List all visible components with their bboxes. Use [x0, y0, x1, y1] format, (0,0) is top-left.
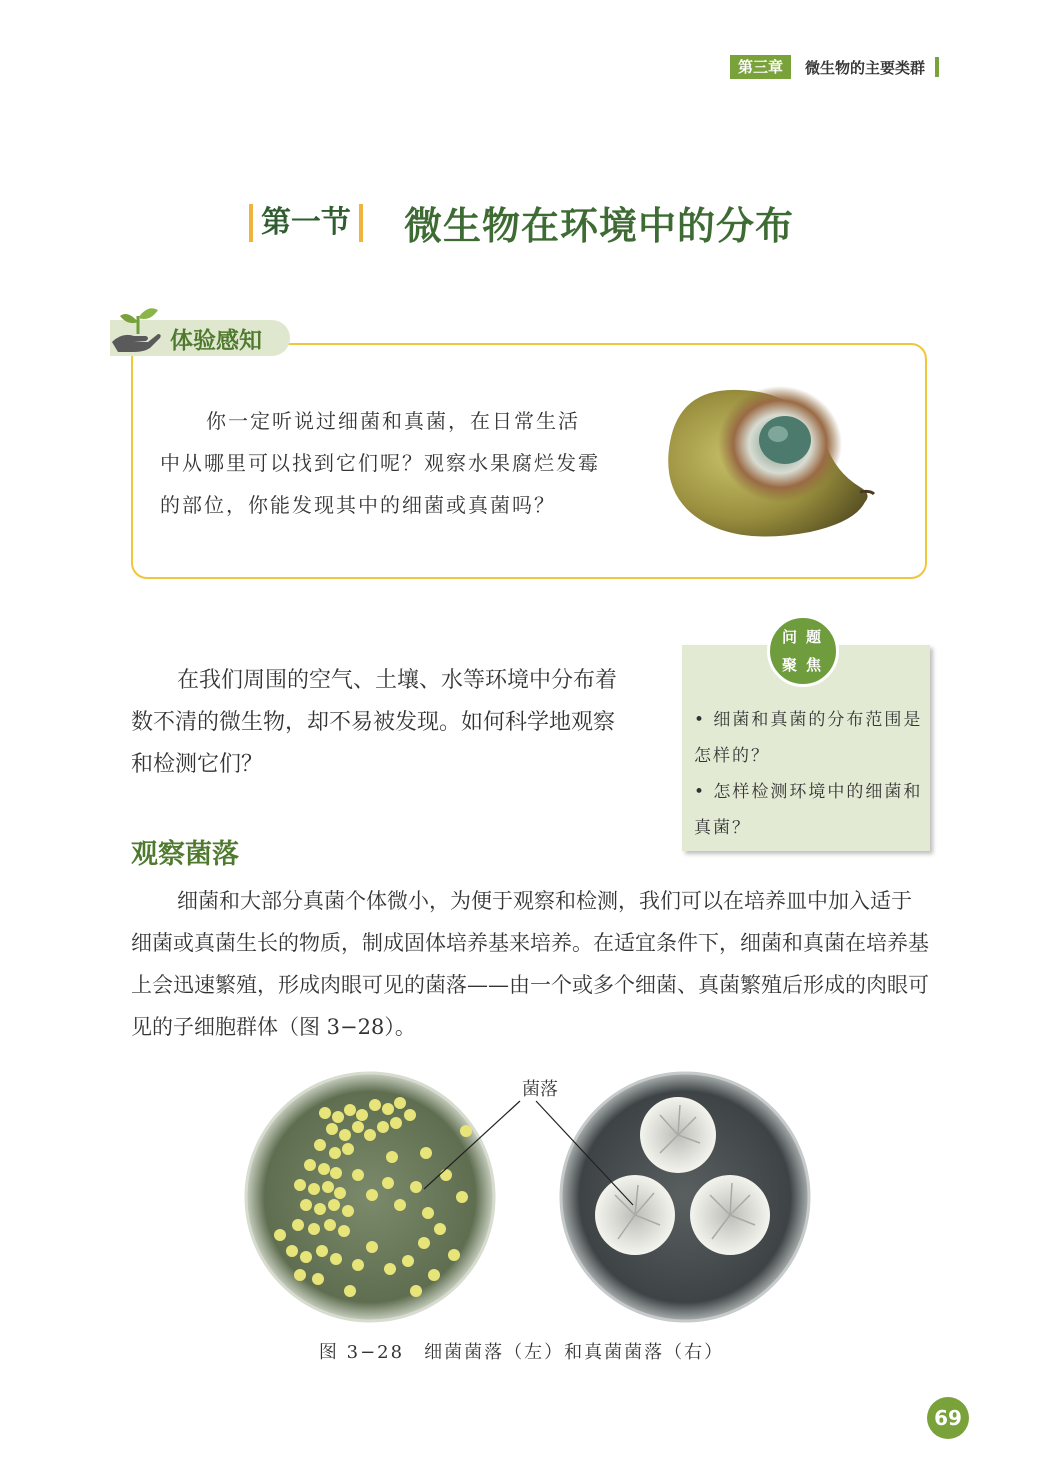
page-title: 微生物在环境中的分布 [404, 204, 795, 248]
experience-tab-label: 体验感知 [170, 327, 262, 354]
colony-figure [240, 1065, 820, 1325]
question-focus-list [694, 702, 924, 846]
hand-sprout-icon [108, 302, 164, 358]
intro-paragraph: 在我们周围的空气、土壤、水等环境中分布着数不清的微生物，却不易被发现。如何科学地观察和检测它们？ [131, 668, 618, 777]
list-item: • 细菌和真菌的分布范围是怎样的？ [694, 710, 923, 766]
section-label: 第一节 [249, 204, 363, 242]
chapter-title: 微生物的主要类群 [805, 58, 926, 77]
subheading: 观察菌落 [131, 839, 239, 870]
figure-caption: 图 3−28 细菌菌落（左）和真菌菌落（右） [318, 1342, 725, 1363]
chapter-header [730, 55, 939, 79]
colony-label: 菌落 [522, 1079, 558, 1099]
moldy-pear-image [660, 382, 880, 542]
chapter-label: 第三章 [730, 55, 791, 79]
list-item: • 怎样检测环境中的细菌和真菌？ [694, 782, 923, 838]
section-title [0, 195, 1043, 250]
experience-text: 你一定听说过细菌和真菌，在日常生活中从哪里可以找到它们呢？观察水果腐烂发霉的部位，你能发现其中的细菌或真菌吗？ [160, 409, 600, 517]
page-number: 69 [927, 1397, 969, 1439]
body-paragraph: 细菌和大部分真菌个体微小，为便于观察和检测，我们可以在培养皿中加入适于细菌或真菌生长的物质，制成固体培养基来培养。在适宜条件下，细菌和真菌在培养基上会迅速繁殖，形成肉眼可见的菌落——由一个或多个细菌、真菌繁殖后形成的肉眼可见的子细胞群体（图 3−28）。 [131, 889, 929, 1039]
question-focus-badge: 问 题 聚 焦 [767, 615, 839, 687]
header-bar [935, 57, 939, 77]
